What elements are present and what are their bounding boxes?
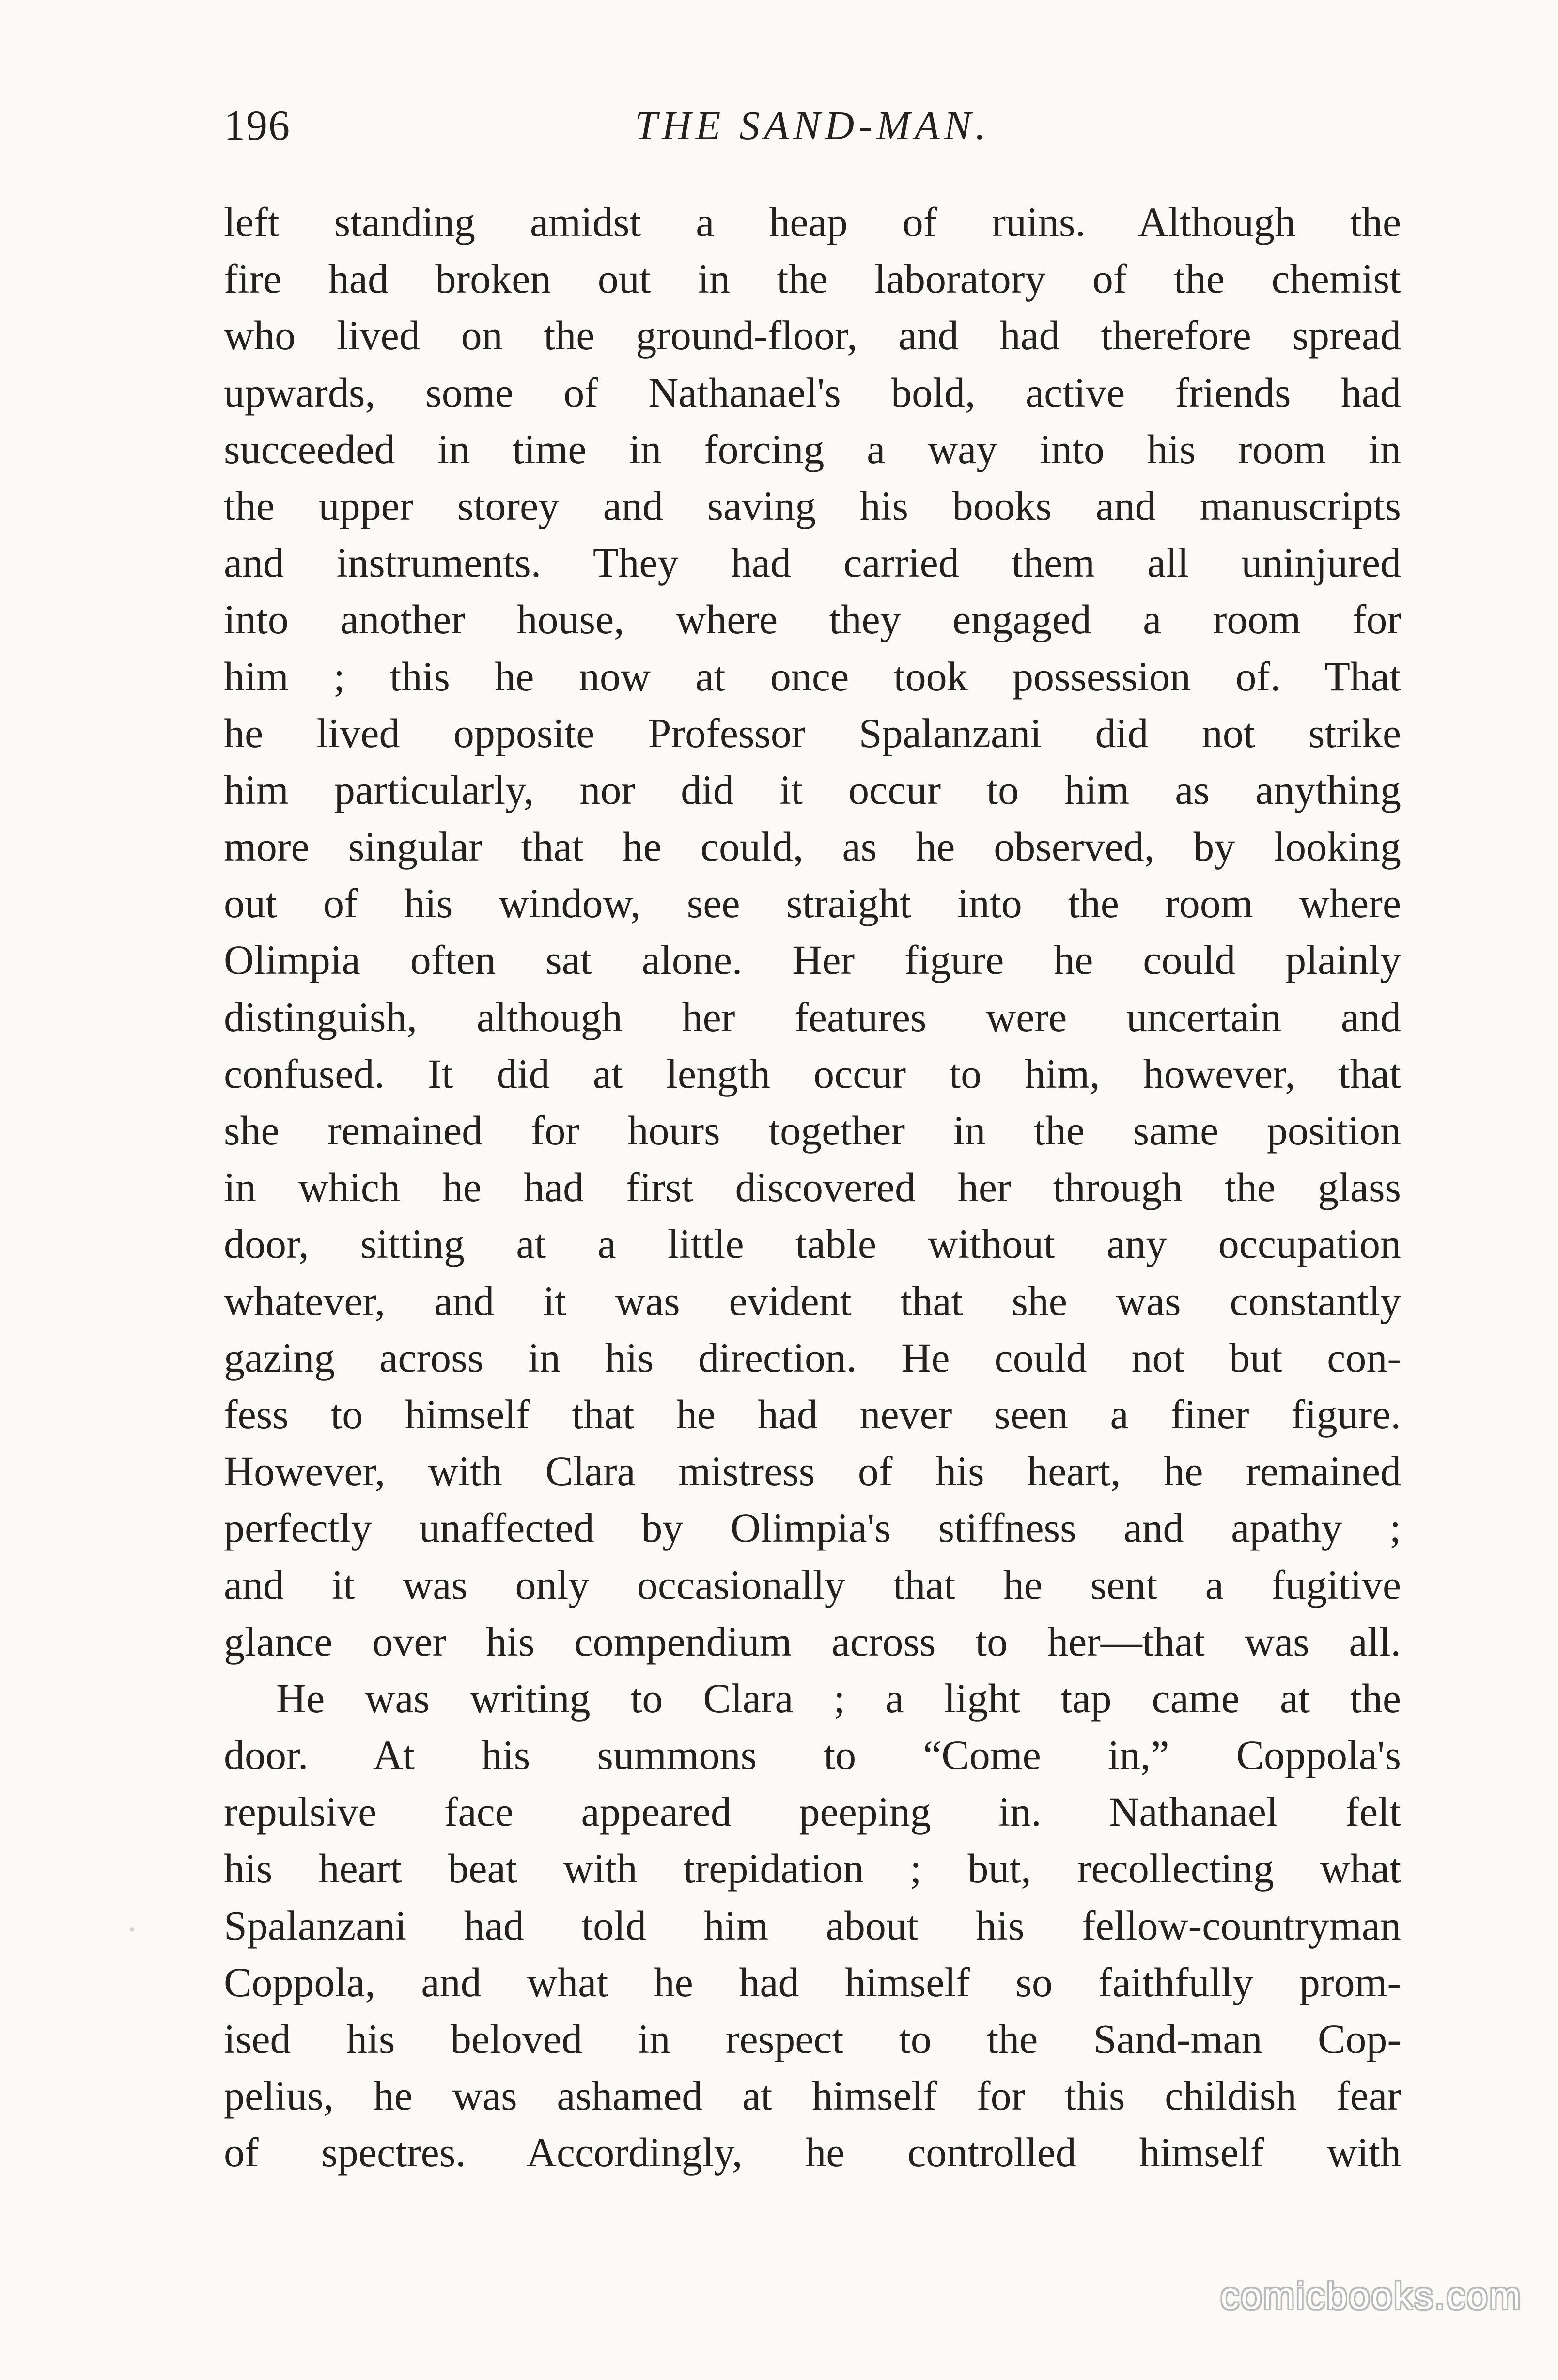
text-line: Coppola, and what he had himself so faithfully prom-	[224, 1958, 1401, 2005]
paragraph	[224, 1670, 1401, 2181]
text-line: left standing amidst a heap of ruins. Although the	[224, 199, 1401, 245]
text-line: pelius, he was ashamed at himself for this childish fear	[224, 2072, 1401, 2119]
running-title: THE SAND-MAN.	[635, 103, 990, 148]
text-line: upwards, some of Nathanael's bold, active friends had	[224, 369, 1401, 416]
text-line: his heart beat with trepidation ; but, recollecting what	[224, 1845, 1401, 1892]
paper-speck	[130, 1927, 134, 1932]
text-line: whatever, and it was evident that she was constantly	[224, 1277, 1401, 1324]
text-line: However, with Clara mistress of his heart, he remained	[224, 1448, 1401, 1495]
text-line: who lived on the ground-floor, and had therefore spread	[224, 312, 1401, 359]
text-line: and instruments. They had carried them all uninjured	[224, 539, 1401, 586]
text-line: and it was only occasionally that he sent a fugitive	[224, 1561, 1401, 1608]
text-line: she remained for hours together in the same position	[224, 1107, 1401, 1154]
body-text	[224, 194, 1401, 2181]
text-line: ised his beloved in respect to the Sand-man Cop-	[224, 2016, 1401, 2062]
text-line: him particularly, nor did it occur to him as anything	[224, 766, 1401, 813]
text-line: in which he had first discovered her through the glass	[224, 1164, 1401, 1211]
text-line: fire had broken out in the laboratory of the chemist	[224, 255, 1401, 302]
text-line: glance over his compendium across to her—that was all.	[224, 1618, 1401, 1665]
text-line: door, sitting at a little table without any occupation	[224, 1221, 1401, 1268]
text-line: distinguish, although her features were uncertain and	[224, 993, 1401, 1040]
text-line: Spalanzani had told him about his fellow-countryman	[224, 1902, 1401, 1949]
text-line: succeeded in time in forcing a way into his room in	[224, 425, 1401, 472]
text-line: more singular that he could, as he observed, by looking	[224, 823, 1401, 870]
text-line: the upper storey and saving his books and manuscripts	[224, 482, 1401, 529]
text-line: confused. It did at length occur to him, however, that	[224, 1050, 1401, 1097]
text-line: Olimpia often sat alone. Her figure he could plainly	[224, 937, 1401, 984]
page-number: 196	[224, 102, 291, 149]
text-line: He was writing to Clara ; a light tap came at the	[276, 1675, 1401, 1722]
text-line: perfectly unaffected by Olimpia's stiffness and apathy ;	[224, 1504, 1401, 1551]
text-line: door. At his summons to “Come in,” Coppola's	[224, 1732, 1401, 1779]
watermark: comicbooks.com	[1220, 2274, 1522, 2317]
text-line: repulsive face appeared peeping in. Nathanael felt	[224, 1788, 1401, 1835]
text-line: him ; this he now at once took possession of. That	[224, 653, 1401, 700]
text-line: out of his window, see straight into the room where	[224, 880, 1401, 927]
text-line: into another house, where they engaged a room for	[224, 596, 1401, 643]
paragraph	[224, 194, 1401, 1670]
text-line: fess to himself that he had never seen a finer figure.	[224, 1391, 1401, 1438]
text-line: of spectres. Accordingly, he controlled himself with	[224, 2129, 1401, 2176]
running-head	[224, 99, 1401, 153]
text-line: he lived opposite Professor Spalanzani did not strike	[224, 709, 1401, 756]
text-line: gazing across in his direction. He could not but con-	[224, 1334, 1401, 1381]
